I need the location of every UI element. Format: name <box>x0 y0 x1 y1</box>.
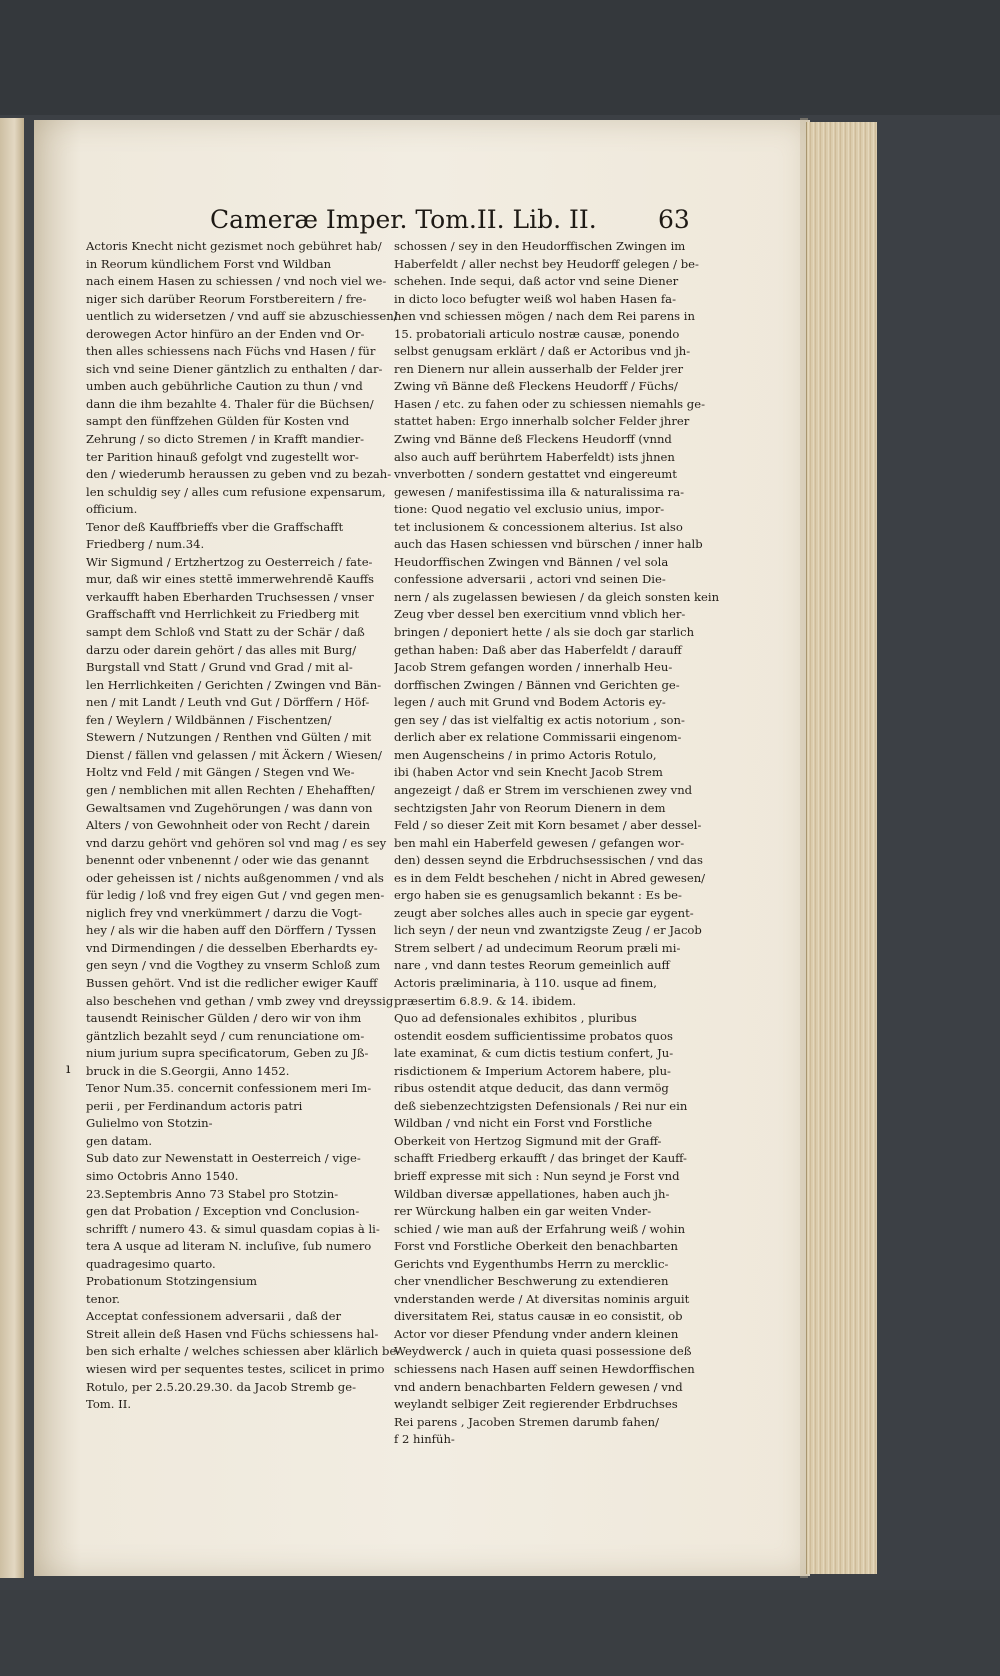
text-line: ben sich erhalte / welches schiessen aber klärlich be- <box>86 1344 401 1359</box>
text-line: nare , vnd dann testes Reorum gemeinlich auff <box>394 958 670 973</box>
text-line: vnd Dirmendingen / die desselben Eberhardts ey- <box>86 940 378 955</box>
text-line: den / wiederumb heraussen zu geben vnd zu bezah- <box>86 467 392 482</box>
text-line: diversitatem Rei, status causæ in eo consistit, ob <box>394 1309 683 1324</box>
text-line: fen / Weylern / Wildbännen / Fischentzen/ <box>86 712 332 727</box>
text-line: also auch auff berührtem Haberfeldt) ists jhnen <box>394 449 675 464</box>
text-line: tera A usque ad literam N. incluſive, ſub numero <box>86 1239 372 1254</box>
text-line: Oberkeit von Hertzog Sigmund mit der Graff- <box>394 1133 662 1148</box>
text-line: Actor vor dieser Pfendung vnder andern kleinen <box>394 1326 679 1341</box>
text-line: auch das Hasen schiessen vnd bürschen / inner halb <box>394 537 703 552</box>
text-line: Zwing vnd Bänne deß Fleckens Heudorff (vnnd <box>394 432 672 447</box>
text-line: tione: Quod negatio vel exclusio unius, impor- <box>394 502 665 517</box>
text-line: brieff expresse mit sich : Nun seynd je Forst vnd <box>394 1168 680 1183</box>
text-line: hen vnd schiessen mögen / nach dem Rei parens in <box>394 309 695 324</box>
text-line: Haberfeldt / aller nechst bey Heudorff gelegen / be- <box>394 256 699 271</box>
text-line: cher vnendlicher Beschwerung zu extendieren <box>394 1274 669 1289</box>
text-line: confessione adversarii , actori vnd seinen Die- <box>394 572 666 587</box>
text-line: quadragesimo quarto. <box>86 1256 216 1271</box>
text-line: Wildban / vnd nicht ein Forst vnd Forstliche <box>394 1116 653 1131</box>
text-line: bruck in die S.Georgii, Anno 1452. <box>86 1063 290 1078</box>
text-line: Jacob Strem gefangen worden / innerhalb Heu- <box>394 660 673 675</box>
text-line: Gulielmo von Stotzin- <box>86 1116 213 1131</box>
text-line: nach einem Hasen zu schiessen / vnd noch viel we- <box>86 274 387 289</box>
text-line: dorffischen Zwingen / Bännen vnd Gerichten ge- <box>394 677 680 692</box>
text-line: gewesen / manifestissima illa & naturalissima ra- <box>394 484 685 499</box>
text-line: in Reorum kündlichem Forst vnd Wildban <box>86 256 332 271</box>
text-line: angezeigt / daß er Strem im verschienen zwey vnd <box>394 782 693 797</box>
text-line: Feld / so dieser Zeit mit Korn besamet / aber dessel- <box>394 818 702 833</box>
page-fore-edge <box>806 122 877 1574</box>
text-line: derowegen Actor hinfüro an der Enden vnd Or- <box>86 326 365 341</box>
text-line: hey / als wir die haben auff den Dörffern / Tyssen <box>86 923 377 938</box>
text-line: für ledig / loß vnd frey eigen Gut / vnd gegen men- <box>86 888 385 903</box>
text-line: gen seyn / vnd die Vogthey zu vnserm Schloß zum <box>86 958 381 973</box>
folio-number: 63 <box>658 205 690 234</box>
text-line: lich seyn / der neun vnd zwantzigste Zeug / er Jacob <box>394 923 702 938</box>
text-line: deß siebenzechtzigsten Defensionals / Rei nur ein <box>394 1098 688 1113</box>
text-line: es in dem Feldt beschehen / nicht in Abred gewesen/ <box>394 870 706 885</box>
text-line: 15. probatoriali articulo nostræ causæ, ponendo <box>394 326 680 341</box>
text-line: rer Würckung halben ein gar weiten Vnder- <box>394 1204 652 1219</box>
text-line: gäntzlich bezahlt seyd / cum renunciatione om- <box>86 1028 365 1043</box>
text-line: Zeug vber dessel ben exercitium vnnd vblich her- <box>394 607 686 622</box>
text-line: præsertim 6.8.9. & 14. ibidem. <box>394 993 577 1008</box>
right-text-column <box>394 238 730 1449</box>
text-line: gen dat Probation / Exception vnd Conclusion- <box>86 1204 360 1219</box>
text-line: 23.Septembris Anno 73 Stabel pro Stotzin- <box>86 1186 339 1201</box>
text-line: ben mahl ein Haberfeld gewesen / gefangen wor- <box>394 835 685 850</box>
text-line: weylandt selbiger Zeit regierender Erbdruchses <box>394 1397 678 1412</box>
text-line: Wir Sigmund / Ertzhertzog zu Oesterreich / fate- <box>86 554 373 569</box>
text-line: f 2 hinfüh- <box>394 1432 455 1447</box>
text-line: ter Parition hinauß gefolgt vnd zugestellt wor- <box>86 449 359 464</box>
text-line: sich vnd seine Diener gäntzlich zu enthalten / dar- <box>86 361 383 376</box>
text-line: Gerichts vnd Eygenthumbs Herrn zu mercklic- <box>394 1256 669 1271</box>
facing-page-edge <box>0 118 24 1578</box>
text-line: vnd andern benachbarten Feldern gewesen / vnd <box>394 1379 683 1394</box>
text-line: schehen. Inde sequi, daß actor vnd seine Diener <box>394 274 679 289</box>
scanner-background-bottom <box>0 1590 1000 1676</box>
text-line: tet inclusionem & concessionem alterius. Ist also <box>394 519 683 534</box>
text-line: zeugt aber solches alles auch in specie gar eygent- <box>394 905 694 920</box>
text-line: mur, daß wir eines stettē immerwehrendē Kauffs <box>86 572 375 587</box>
text-line: len schuldig sey / alles cum refusione expensarum, <box>86 484 386 499</box>
text-line: sampt dem Schloß vnd Statt zu der Schär / daß <box>86 625 365 640</box>
text-line: sechtzigsten Jahr von Reorum Dienern in dem <box>394 800 666 815</box>
text-line: Rotulo, per 2.5.20.29.30. da Jacob Stremb ge- <box>86 1379 356 1394</box>
text-line: late examinat, & cum dictis testium confert, Ju- <box>394 1046 674 1061</box>
text-line: tausendt Reinischer Gülden / dero wir von ihm <box>86 1011 362 1026</box>
text-line: schrifft / numero 43. & simul quasdam copias à li- <box>86 1221 380 1236</box>
text-line: vnverbotten / sondern gestattet vnd eingereumt <box>394 467 677 482</box>
text-line: legen / auch mit Grund vnd Bodem Actoris ey- <box>394 695 666 710</box>
text-line: Weydwerck / auch in quieta quasi possessione deß <box>394 1344 692 1359</box>
text-line: simo Octobris Anno 1540. <box>86 1168 239 1183</box>
text-line: den) dessen seynd die Erbdruchsessischen / vnd das <box>394 853 703 868</box>
text-line: schiessens nach Hasen auff seinen Hewdorffischen <box>394 1362 695 1376</box>
text-line: men Augenscheins / in primo Actoris Rotulo, <box>394 747 657 762</box>
left-text-column <box>86 238 416 1414</box>
text-line: Quo ad defensionales exhibitos , pluribus <box>394 1011 637 1026</box>
text-line: perii , per Ferdinandum actoris patri <box>86 1098 303 1113</box>
running-title: Cameræ Imper. Tom.II. Lib. II. <box>210 205 597 234</box>
text-line: vnd darzu gehört vnd gehören sol vnd mag / es sey <box>86 835 387 850</box>
text-line: schied / wie man auß der Erfahrung weiß / wohin <box>394 1221 686 1236</box>
text-line: selbst genugsam erklärt / daß er Actoribus vnd jh- <box>394 344 691 359</box>
margin-mark: ı <box>66 1061 71 1077</box>
text-line: len Herrlichkeiten / Gerichten / Zwingen vnd Bän- <box>86 677 382 692</box>
text-line: ibi (haben Actor vnd sein Knecht Jacob Strem <box>394 765 663 780</box>
text-line: Bussen gehört. Vnd ist die redlicher ewiger Kauff <box>86 975 378 990</box>
text-line: niger sich darüber Reorum Forstbereitern / fre- <box>86 291 367 306</box>
running-header <box>210 205 690 239</box>
text-line: sampt den fünffzehen Gülden für Kosten vnd <box>86 414 350 429</box>
text-line: gen / nemblichen mit allen Rechten / Ehehafften/ <box>86 782 375 797</box>
text-line: Tenor deß Kauffbrieffs vber die Graffschafft <box>86 519 344 534</box>
text-line: Tom. II. <box>86 1397 132 1412</box>
text-line: oder geheissen ist / nichts außgenommen / vnd als <box>86 870 384 885</box>
text-line: Zwing vñ Bänne deß Fleckens Heudorff / Füchs/ <box>394 379 678 394</box>
text-line: also beschehen vnd gethan / vmb zwey vnd dreyssig <box>86 993 394 1008</box>
text-line: Actoris præliminaria, à 110. usque ad finem, <box>394 975 657 990</box>
text-line: verkaufft haben Eberharden Truchsessen / vnser <box>86 589 374 604</box>
text-line: ribus ostendit atque deducit, das dann vermög <box>394 1081 669 1096</box>
text-line: Gewaltsamen vnd Zugehörungen / was dann von <box>86 800 373 815</box>
text-line: tenor. <box>86 1291 120 1306</box>
text-line: ergo haben sie es genugsamlich bekannt : Es be- <box>394 888 682 903</box>
text-line: Zehrung / so dicto Stremen / in Krafft mandier- <box>86 432 365 447</box>
text-line: Acceptat confessionem adversarii , daß der <box>86 1309 341 1324</box>
text-line: Forst vnd Forstliche Oberkeit den benachbarten <box>394 1239 679 1254</box>
text-line: Rei parens , Jacoben Stremen darumb fahen/ <box>394 1414 660 1429</box>
text-line: Wildban diversæ appellationes, haben auch jh- <box>394 1186 670 1201</box>
text-line: wiesen wird per sequentes testes, scilicet in primo <box>86 1362 385 1376</box>
text-line: Actoris Knecht nicht gezismet noch gebühret hab/ <box>86 239 382 253</box>
text-line: Hasen / etc. zu fahen oder zu schiessen niemahls ge- <box>394 396 705 411</box>
text-line: nen / mit Landt / Leuth vnd Gut / Dörffern / Höf- <box>86 695 370 710</box>
text-line: schossen / sey in den Heudorffischen Zwingen im <box>394 239 686 253</box>
scanner-background <box>0 0 1000 115</box>
text-line: umben auch gebührliche Caution zu thun / vnd <box>86 379 363 394</box>
text-line: ren Dienern nur allein ausserhalb der Felder jrer <box>394 361 684 376</box>
text-line: Probationum Stotzingensium <box>86 1274 258 1289</box>
text-line: bringen / deponiert hette / als sie doch gar starlich <box>394 625 695 640</box>
text-line: gethan haben: Daß aber das Haberfeldt / darauff <box>394 642 682 657</box>
text-line: ostendit eosdem sufficientissime probatos quos <box>394 1028 673 1043</box>
text-line: Streit allein deß Hasen vnd Füchs schiessens hal- <box>86 1326 379 1341</box>
text-line: Holtz vnd Feld / mit Gängen / Stegen vnd We- <box>86 765 355 780</box>
text-line: stattet haben: Ergo innerhalb solcher Felder jhrer <box>394 414 690 429</box>
text-line: risdictionem & Imperium Actorem habere, plu- <box>394 1063 671 1078</box>
text-line: schafft Friedberg erkaufft / das bringet der Kauff- <box>394 1151 687 1166</box>
text-line: officium. <box>86 502 138 517</box>
text-line: Dienst / fällen vnd gelassen / mit Äckern / Wiesen/ <box>86 747 382 762</box>
text-line: dann die ihm bezahlte 4. Thaler für die Büchsen/ <box>86 396 374 411</box>
text-line: in dicto loco befugter weiß wol haben Hasen fa- <box>394 291 677 306</box>
text-line: gen sey / das ist vielfaltig ex actis notorium , son- <box>394 712 685 727</box>
text-line: Burgstall vnd Statt / Grund vnd Grad / mit al- <box>86 660 353 675</box>
text-line: gen datam. <box>86 1133 153 1148</box>
text-line: vnderstanden werde / At diversitas nominis arguit <box>394 1291 690 1306</box>
text-line: Strem selbert / ad undecimum Reorum præli mi- <box>394 940 681 955</box>
text-line: Graffschafft vnd Herrlichkeit zu Friedberg mit <box>86 607 359 622</box>
text-line: uentlich zu widersetzen / vnd auff sie abzuschiessen/ <box>86 309 398 324</box>
text-line: then alles schiessens nach Füchs vnd Hasen / für <box>86 344 376 359</box>
text-line: nern / als zugelassen bewiesen / da gleich sonsten kein <box>394 589 720 604</box>
text-line: darzu oder darein gehört / das alles mit Burg/ <box>86 642 357 657</box>
text-line: Sub dato zur Newenstatt in Oesterreich / vige- <box>86 1151 361 1166</box>
text-line: Alters / von Gewohnheit oder von Recht / darein <box>86 818 370 833</box>
text-line: benennt oder vnbenennt / oder wie das genannt <box>86 853 369 868</box>
text-line: derlich aber ex relatione Commissarii eingenom- <box>394 730 682 745</box>
text-line: Tenor Num.35. concernit confessionem meri Im- <box>86 1081 372 1096</box>
text-line: nium jurium supra specificatorum, Geben zu Jß- <box>86 1046 369 1061</box>
text-line: Heudorffischen Zwingen vnd Bännen / vel sola <box>394 554 669 569</box>
text-line: niglich frey vnd vnerkümmert / darzu die Vogt- <box>86 905 363 920</box>
text-line: Stewern / Nutzungen / Renthen vnd Gülten / mit <box>86 730 372 745</box>
text-line: Friedberg / num.34. <box>86 537 205 552</box>
